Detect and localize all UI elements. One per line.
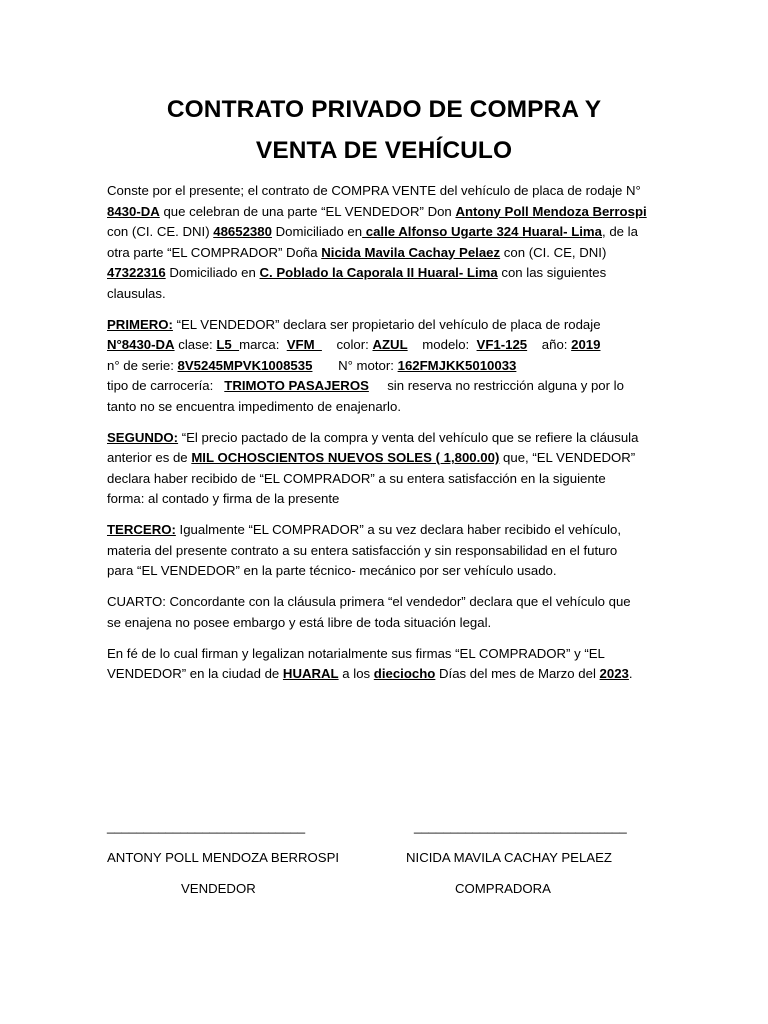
text: que, “EL VENDEDOR” bbox=[499, 450, 636, 465]
plate-number: 8430-DA bbox=[107, 203, 160, 219]
text: VENDEDOR” en la ciudad de bbox=[107, 666, 283, 681]
vehicle-model: VF1-125 bbox=[476, 337, 528, 352]
text: , de la bbox=[602, 224, 638, 239]
seller-signature-name: ANTONY POLL MENDOZA BERROSPI bbox=[107, 850, 340, 865]
text: tipo de carrocería: bbox=[107, 378, 225, 393]
contract-body bbox=[107, 181, 667, 695]
year: 2023 bbox=[599, 666, 629, 681]
city: HUARAL bbox=[282, 666, 339, 681]
text: otra parte “EL COMPRADOR” Doña bbox=[107, 244, 322, 260]
text: a los bbox=[338, 666, 374, 681]
buyer-name: Nicida Mavila Cachay Pelaez bbox=[321, 244, 501, 260]
text: sin reserva no restricción alguna y por lo bbox=[368, 378, 624, 393]
text: “El precio pactado de la compra y venta del vehículo que se refiere la cláusula bbox=[178, 429, 639, 445]
clause-segundo bbox=[107, 428, 667, 510]
clause-tercero bbox=[107, 520, 667, 582]
text: marca: bbox=[239, 337, 287, 352]
text: n° de serie: bbox=[107, 357, 178, 373]
text: clase: bbox=[174, 337, 217, 352]
text: se enajena no posee embargo y está libre de toda situación legal. bbox=[107, 614, 492, 630]
text: con (CI. CE, DNI) bbox=[500, 244, 607, 260]
clause-heading: PRIMERO: bbox=[107, 316, 173, 332]
text: Domiciliado en bbox=[165, 265, 260, 280]
buyer-address: C. Poblado la Caporala II Huaral- Lima bbox=[259, 265, 498, 280]
seller-role: VENDEDOR bbox=[181, 881, 256, 896]
closing-paragraph bbox=[107, 644, 667, 685]
plate-number: N°8430-DA bbox=[107, 337, 175, 352]
buyer-dni: 47322316 bbox=[107, 265, 166, 280]
text: color: bbox=[321, 337, 373, 352]
clause-heading: SEGUNDO: bbox=[107, 429, 179, 445]
text: CUARTO: Concordante con la cláusula primera “el vendedor” declara que el vehículo que bbox=[107, 594, 631, 609]
clause-heading: TERCERO: bbox=[107, 522, 176, 537]
text: que celebran de una parte “EL VENDEDOR” Don bbox=[159, 203, 456, 219]
buyer-signature-name: NICIDA MAVILA CACHAY PELAEZ bbox=[406, 850, 612, 865]
sale-price: MIL OCHOSCIENTOS NUEVOS SOLES ( 1,800.00) bbox=[191, 450, 500, 465]
text: Conste por el presente; el contrato de COMPRA VENTE del vehículo de placa de rodaje N° bbox=[107, 183, 641, 198]
text: Días del mes de Marzo del bbox=[435, 666, 600, 681]
text: con (CI. CE. DNI) bbox=[107, 224, 214, 239]
seller-dni: 48652380 bbox=[213, 224, 272, 239]
serial-number: 8V5245MPVK1008535 bbox=[177, 357, 313, 373]
text: declara haber recibido de “EL COMPRADOR” a su entera satisfacción en la siguiente bbox=[107, 470, 606, 486]
vehicle-brand: VFM bbox=[286, 337, 322, 352]
text: para “EL VENDEDOR” en la parte técnico- mecánico por ser vehículo usado. bbox=[107, 563, 557, 578]
document-title-line-2: VENTA DE VEHÍCULO bbox=[255, 137, 513, 164]
vehicle-class: L5 bbox=[216, 337, 240, 352]
text: con las siguientes bbox=[497, 265, 607, 280]
body-type: TRIMOTO PASAJEROS bbox=[224, 378, 369, 393]
text: Igualmente “EL COMPRADOR” a su vez declara haber recibido el vehículo, bbox=[175, 522, 622, 537]
text: modelo: bbox=[407, 337, 477, 352]
document-title-line-1: CONTRATO PRIVADO DE COMPRA Y bbox=[166, 96, 602, 123]
text: clausulas. bbox=[107, 285, 166, 301]
text: año: bbox=[527, 337, 572, 352]
vehicle-color: AZUL bbox=[372, 337, 408, 352]
text: “EL VENDEDOR” declara ser propietario del vehículo de placa de rodaje bbox=[172, 316, 601, 332]
clause-cuarto bbox=[107, 592, 667, 633]
motor-number: 162FMJKK5010033 bbox=[397, 357, 517, 373]
buyer-signature-line: _____________________________ bbox=[414, 819, 627, 834]
intro-paragraph bbox=[107, 181, 667, 304]
vehicle-year: 2019 bbox=[571, 337, 601, 352]
text: anterior es de bbox=[107, 450, 192, 465]
seller-signature-line: ___________________________ bbox=[107, 819, 306, 834]
text: N° motor: bbox=[312, 357, 398, 373]
clause-primero bbox=[107, 315, 667, 418]
seller-name: Antony Poll Mendoza Berrospi bbox=[455, 203, 647, 219]
text: Domiciliado en bbox=[271, 224, 363, 239]
buyer-role: COMPRADORA bbox=[455, 881, 551, 896]
text: En fé de lo cual firman y legalizan notarialmente sus firmas “EL COMPRADOR” y “EL bbox=[107, 645, 605, 661]
day: dieciocho bbox=[373, 666, 436, 681]
seller-address: calle Alfonso Ugarte 324 Huaral- Lima bbox=[362, 224, 602, 239]
text: . bbox=[628, 666, 633, 681]
text: materia del presente contrato a su entera satisfacción y sin responsabilidad en el futuro bbox=[107, 542, 618, 558]
text: tanto no se encuentra impedimento de enajenarlo. bbox=[107, 398, 401, 414]
text: forma: al contado y firma de la presente bbox=[107, 491, 340, 506]
